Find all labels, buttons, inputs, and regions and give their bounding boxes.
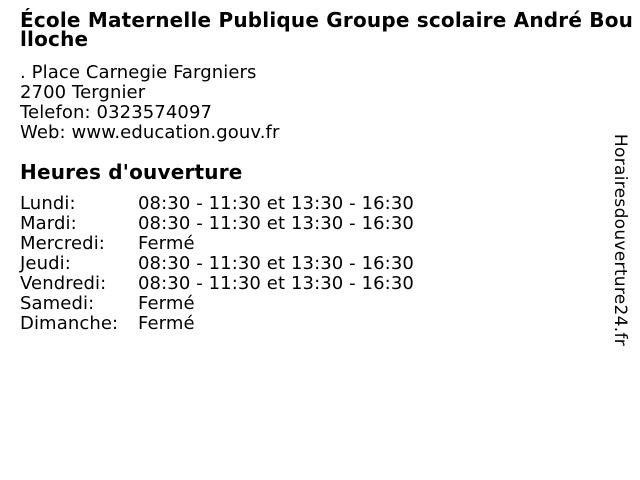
- opening-hours-heading: Heures d'ouverture: [20, 160, 243, 184]
- web-label: Web:: [20, 122, 66, 143]
- day-label: Mardi:: [20, 213, 77, 234]
- hours-row: [20, 234, 414, 254]
- day-times: Fermé: [138, 313, 195, 334]
- day-times: Fermé: [138, 233, 195, 254]
- day-label: Mercredi:: [20, 233, 105, 254]
- phone-number: 0323574097: [96, 102, 213, 123]
- day-label: Dimanche:: [20, 313, 119, 334]
- day-label: Samedi:: [20, 293, 95, 314]
- contact-block: [20, 63, 279, 143]
- page-title: École Maternelle Publique Groupe scolaire André Boulloche: [20, 8, 634, 51]
- web-url: www.education.gouv.fr: [71, 122, 280, 143]
- hours-row: [20, 274, 414, 294]
- hours-row: [20, 214, 414, 234]
- hours-row: [20, 294, 414, 314]
- day-label: Vendredi:: [20, 273, 107, 294]
- site-watermark: Horairesdouverture24.fr: [610, 133, 630, 347]
- hours-row: [20, 254, 414, 274]
- day-label: Jeudi:: [20, 253, 71, 274]
- hours-table: [20, 194, 414, 334]
- day-label: Lundi:: [20, 193, 76, 214]
- day-times: 08:30 - 11:30 et 13:30 - 16:30: [138, 253, 414, 274]
- day-times: 08:30 - 11:30 et 13:30 - 16:30: [138, 273, 414, 294]
- day-times: 08:30 - 11:30 et 13:30 - 16:30: [138, 193, 414, 214]
- hours-row: [20, 194, 414, 214]
- address-street: . Place Carnegie Fargniers: [20, 62, 257, 83]
- day-times: Fermé: [138, 293, 195, 314]
- phone-line: [20, 103, 279, 123]
- web-line: [20, 123, 279, 143]
- day-times: 08:30 - 11:30 et 13:30 - 16:30: [138, 213, 414, 234]
- address-city: 2700 Tergnier: [20, 82, 146, 103]
- hours-row: [20, 314, 414, 334]
- phone-label: Telefon:: [20, 102, 91, 123]
